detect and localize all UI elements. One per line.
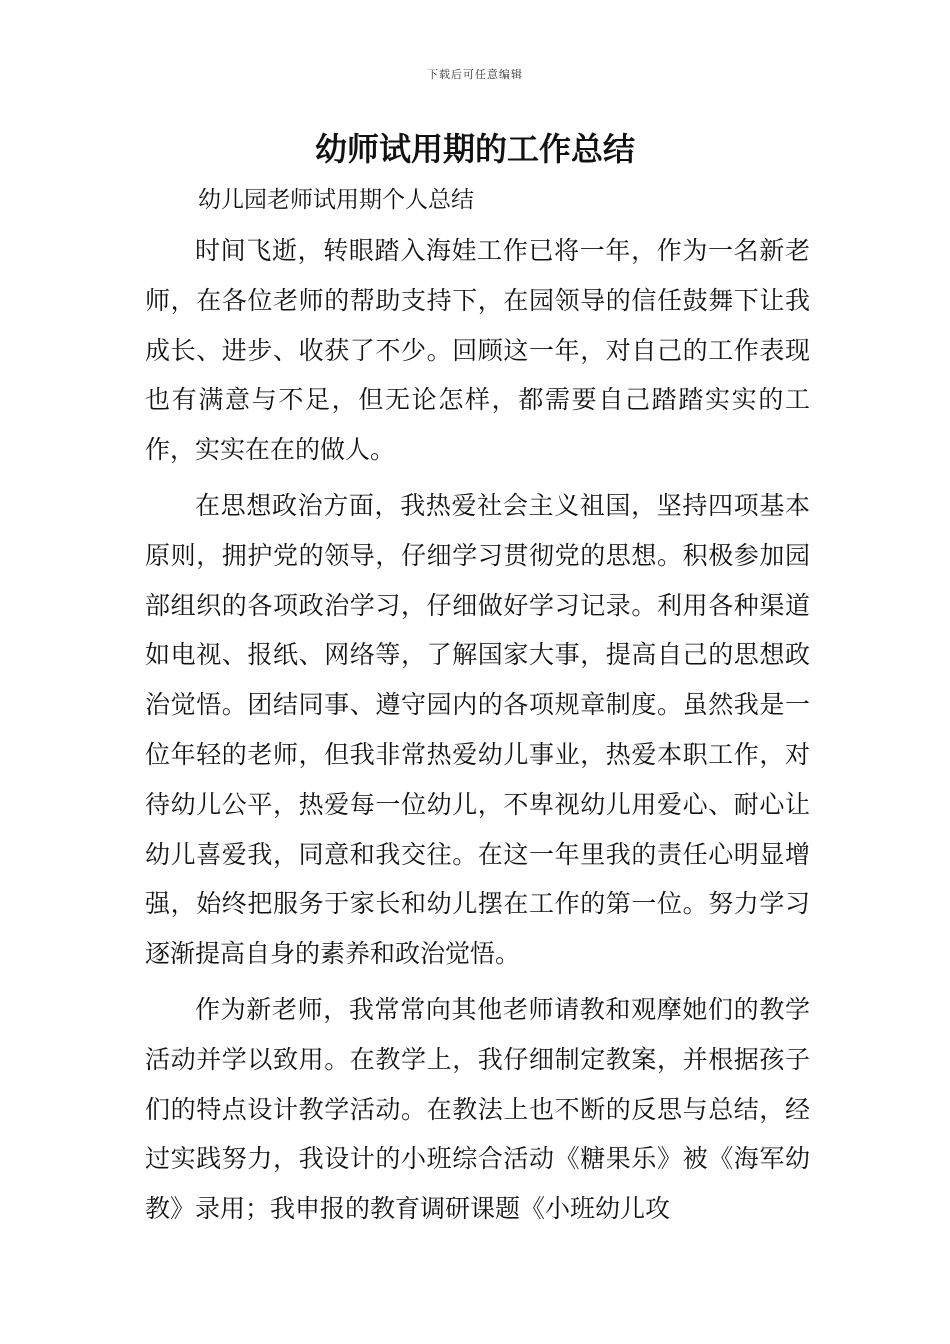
page-header-note: 下载后可任意编辑 — [427, 68, 523, 81]
document-subtitle: 幼儿园老师试用期个人总结 — [198, 187, 474, 213]
paragraph-political: 在思想政治方面，我热爱社会主义祖国，坚持四项基本原则，拥护党的领导，仔细学习贯彻党的思想。积极参加园部组织的各项政治学习，仔细做好学习记录。利用各种渠道如电视、报纸、网络等，了解国家大事，提高自己的思想政治觉悟。团结同事、遵守园内的各项规章制度。虽然我是一位年轻的老师，但我非常热爱幼儿事业，热爱本职工作，对待幼儿公平，热爱每一位幼儿，不卑视幼儿用爱心、耐心让幼儿喜爱我，同意和我交往。在这一年里我的责任心明显增强，始终把服务于家长和幼儿摆在工作的第一位。努力学习逐渐提高自身的素养和政治觉悟。 — [145, 490, 810, 969]
paragraph-intro: 时间飞逝，转眼踏入海娃工作已将一年，作为一名新老师，在各位老师的帮助支持下，在园领导的信任鼓舞下让我成长、进步、收获了不少。回顾这一年，对自己的工作表现也有满意与不足，但无论怎样，都需要自己踏踏实实的工作，实实在在的做人。 — [145, 236, 810, 465]
document-title: 幼师试用期的工作总结 — [314, 130, 635, 168]
paragraph-teaching: 作为新老师，我常常向其他老师请教和观摩她们的教学活动并学以致用。在教学上，我仔细制定教案，并根据孩子们的特点设计教学活动。在教法上也不断的反思与总结，经过实践努力，我设计的小班综合活动《糖果乐》被《海军幼教》录用；我申报的教育调研课题《小班幼儿攻 — [145, 994, 810, 1224]
document-body — [145, 226, 810, 1240]
